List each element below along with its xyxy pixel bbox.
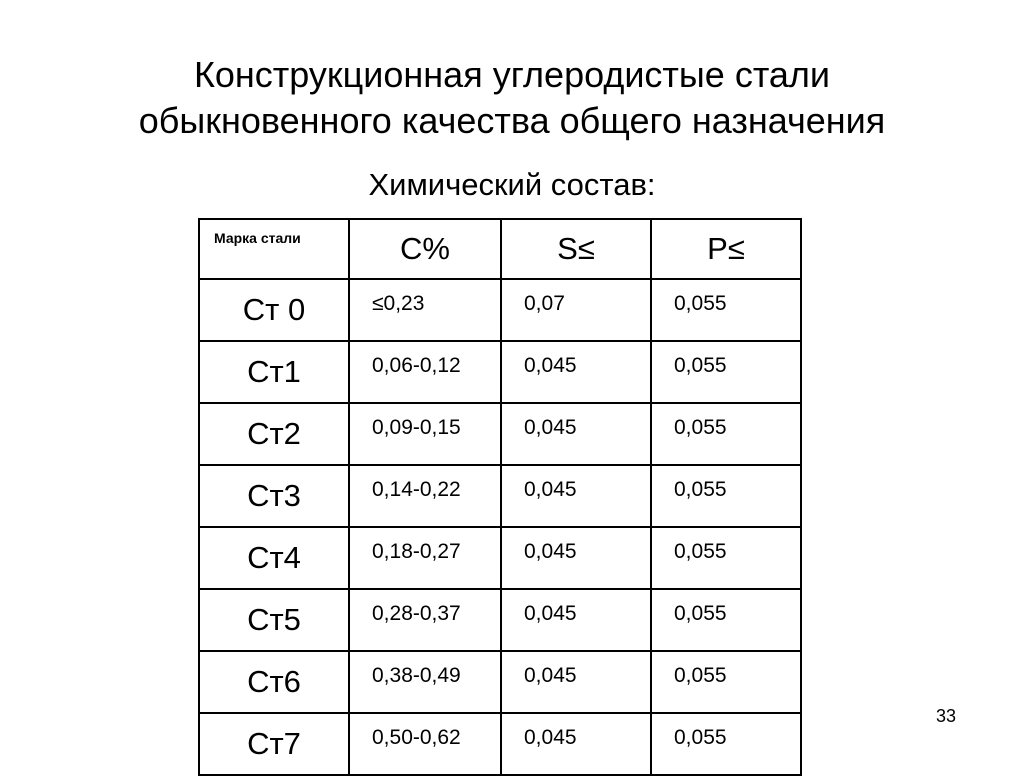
steel-grade-cell: Ст 0	[199, 279, 349, 341]
carbon-cell: ≤0,23	[349, 279, 501, 341]
carbon-cell: 0,38-0,49	[349, 651, 501, 713]
sulfur-cell: 0,045	[501, 651, 651, 713]
carbon-cell: 0,14-0,22	[349, 465, 501, 527]
carbon-cell: 0,09-0,15	[349, 403, 501, 465]
phosphorus-cell: 0,055	[651, 279, 801, 341]
table-header-row	[199, 219, 801, 279]
carbon-cell: 0,50-0,62	[349, 713, 501, 775]
slide-title	[0, 52, 1024, 144]
phosphorus-cell: 0,055	[651, 403, 801, 465]
steel-grade-cell: Ст2	[199, 403, 349, 465]
table-row	[199, 279, 801, 341]
carbon-cell: 0,18-0,27	[349, 527, 501, 589]
steel-grade-cell: Ст1	[199, 341, 349, 403]
table-row	[199, 589, 801, 651]
header-phosphorus: P≤	[651, 219, 801, 279]
phosphorus-cell: 0,055	[651, 465, 801, 527]
steel-grade-cell: Ст6	[199, 651, 349, 713]
slide-subtitle: Химический состав:	[368, 167, 656, 202]
table-row	[199, 403, 801, 465]
table-row	[199, 651, 801, 713]
table-row	[199, 527, 801, 589]
sulfur-cell: 0,045	[501, 589, 651, 651]
phosphorus-cell: 0,055	[651, 651, 801, 713]
table-row	[199, 341, 801, 403]
sulfur-cell: 0,045	[501, 527, 651, 589]
phosphorus-cell: 0,055	[651, 527, 801, 589]
title-line-1: Конструкционная углеродистые стали	[193, 54, 831, 95]
phosphorus-cell: 0,055	[651, 341, 801, 403]
carbon-cell: 0,28-0,37	[349, 589, 501, 651]
table-row	[199, 465, 801, 527]
title-line-2: обыкновенного качества общего назначения	[138, 100, 886, 141]
sulfur-cell: 0,045	[501, 341, 651, 403]
steel-grade-cell: Ст4	[199, 527, 349, 589]
sulfur-cell: 0,045	[501, 713, 651, 775]
header-carbon: C%	[349, 219, 501, 279]
page-number: 33	[936, 706, 957, 726]
steel-grade-cell: Ст3	[199, 465, 349, 527]
sulfur-cell: 0,07	[501, 279, 651, 341]
carbon-cell: 0,06-0,12	[349, 341, 501, 403]
phosphorus-cell: 0,055	[651, 589, 801, 651]
chemical-composition-table	[198, 218, 802, 776]
sulfur-cell: 0,045	[501, 403, 651, 465]
table-row	[199, 713, 801, 775]
steel-grade-cell: Ст5	[199, 589, 349, 651]
phosphorus-cell: 0,055	[651, 713, 801, 775]
header-sulfur: S≤	[501, 219, 651, 279]
steel-grade-cell: Ст7	[199, 713, 349, 775]
sulfur-cell: 0,045	[501, 465, 651, 527]
header-steel-grade: Марка стали	[199, 219, 349, 279]
